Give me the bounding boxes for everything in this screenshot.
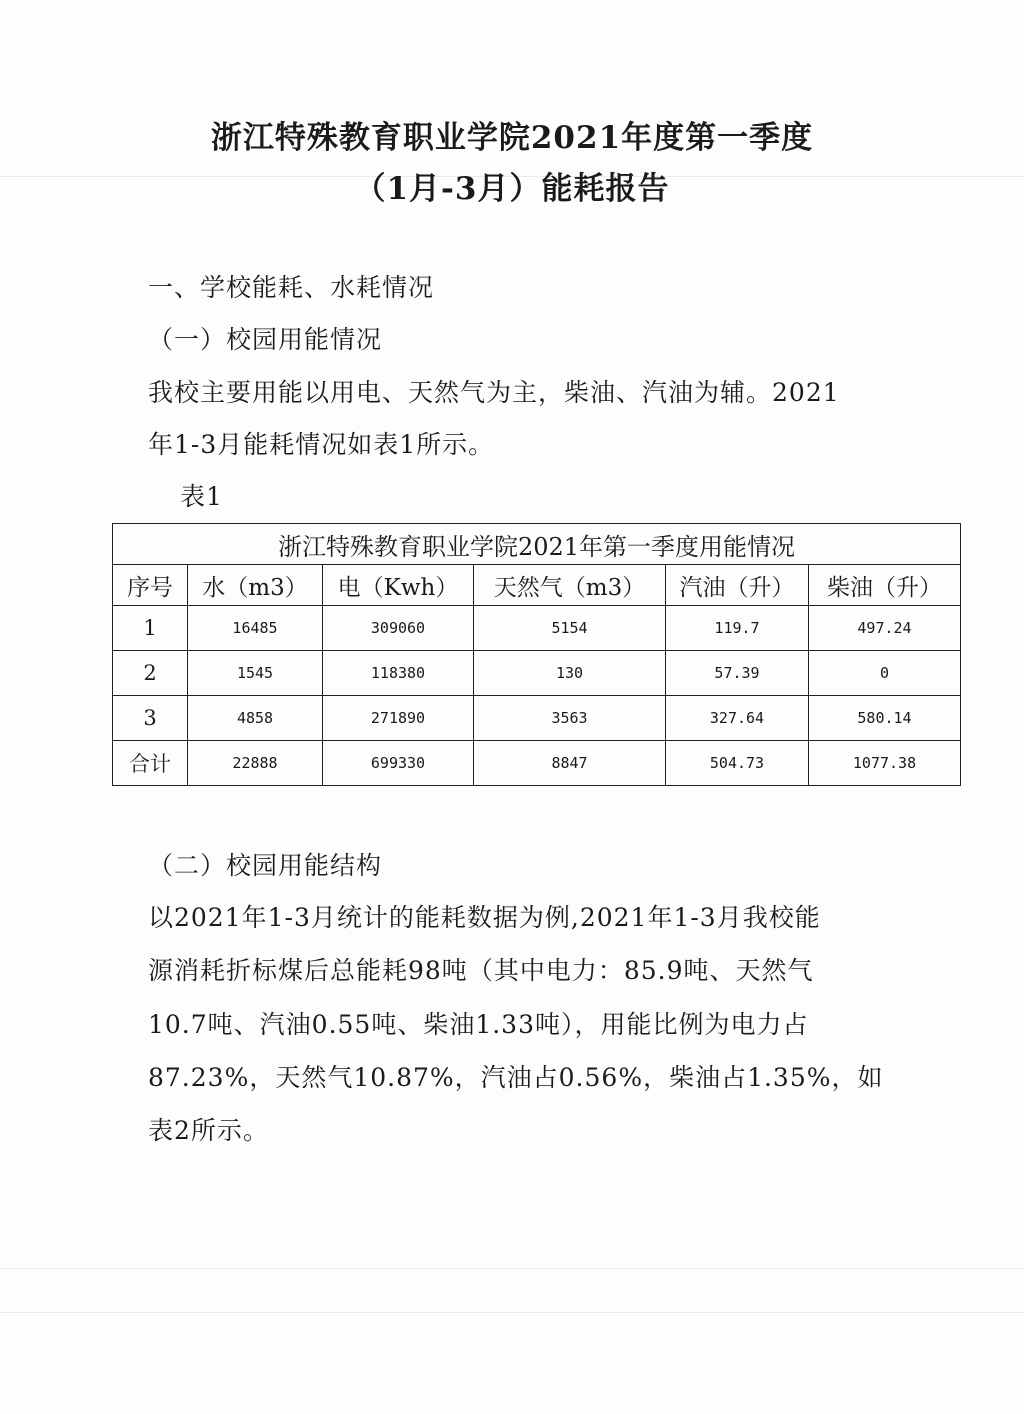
table-cell: 3 bbox=[113, 696, 188, 741]
table-cell: 119.7 bbox=[666, 606, 809, 651]
table-cell: 497.24 bbox=[809, 606, 961, 651]
table-cell: 1077.38 bbox=[809, 741, 961, 786]
table-cell: 22888 bbox=[188, 741, 323, 786]
document-title-line2: （1月-3月）能耗报告 bbox=[354, 171, 670, 207]
subsection-heading: （一）校园用能情况 bbox=[148, 325, 383, 354]
table-cell: 5154 bbox=[474, 606, 666, 651]
energy-table bbox=[112, 523, 961, 786]
table-cell: 118380 bbox=[323, 651, 474, 696]
column-header: 汽油（升） bbox=[666, 565, 809, 606]
paragraph-line: 表2所示。 bbox=[148, 1116, 269, 1145]
table-cell: 16485 bbox=[188, 606, 323, 651]
paragraph-line: 87.23%，天然气10.87%，汽油占0.56%，柴油占1.35%，如 bbox=[148, 1063, 884, 1092]
paragraph-line: 源消耗折标煤后总能耗98吨（其中电力：85.9吨、天然气 bbox=[148, 956, 814, 985]
table-cell: 580.14 bbox=[809, 696, 961, 741]
table-row bbox=[113, 696, 961, 741]
paragraph-line: 年1-3月能耗情况如表1所示。 bbox=[148, 430, 495, 459]
table-caption: 浙江特殊教育职业学院2021年第一季度用能情况 bbox=[113, 524, 961, 565]
table-cell: 57.39 bbox=[666, 651, 809, 696]
subsection-heading: （二）校园用能结构 bbox=[148, 851, 383, 880]
table-cell: 504.73 bbox=[666, 741, 809, 786]
scan-line bbox=[0, 1312, 1024, 1313]
table-cell: 2 bbox=[113, 651, 188, 696]
column-header: 天然气（m3） bbox=[474, 565, 666, 606]
document-title-line1: 浙江特殊教育职业学院2021年度第一季度 bbox=[210, 120, 814, 156]
table-cell: 0 bbox=[809, 651, 961, 696]
scan-line bbox=[0, 1268, 1024, 1269]
table-total-row bbox=[113, 741, 961, 786]
table-cell: 130 bbox=[474, 651, 666, 696]
section-heading: 一、学校能耗、水耗情况 bbox=[148, 273, 435, 302]
table-cell: 327.64 bbox=[666, 696, 809, 741]
column-header: 柴油（升） bbox=[809, 565, 961, 606]
table-cell: 271890 bbox=[323, 696, 474, 741]
table-cell: 8847 bbox=[474, 741, 666, 786]
table-cell: 1545 bbox=[188, 651, 323, 696]
table-row bbox=[113, 606, 961, 651]
table-cell: 309060 bbox=[323, 606, 474, 651]
table-cell: 合计 bbox=[113, 741, 188, 786]
table-cell: 699330 bbox=[323, 741, 474, 786]
column-header: 水（m3） bbox=[188, 565, 323, 606]
table-label: 表1 bbox=[180, 482, 223, 511]
column-header: 序号 bbox=[113, 565, 188, 606]
table-cell: 4858 bbox=[188, 696, 323, 741]
column-header: 电（Kwh） bbox=[323, 565, 474, 606]
paragraph-line: 以2021年1-3月统计的能耗数据为例,2021年1-3月我校能 bbox=[148, 903, 821, 932]
table-cell: 1 bbox=[113, 606, 188, 651]
paragraph-line: 我校主要用能以用电、天然气为主，柴油、汽油为辅。2021 bbox=[148, 378, 840, 407]
table-cell: 3563 bbox=[474, 696, 666, 741]
paragraph-line: 10.7吨、汽油0.55吨、柴油1.33吨），用能比例为电力占 bbox=[148, 1010, 809, 1039]
table-row bbox=[113, 651, 961, 696]
